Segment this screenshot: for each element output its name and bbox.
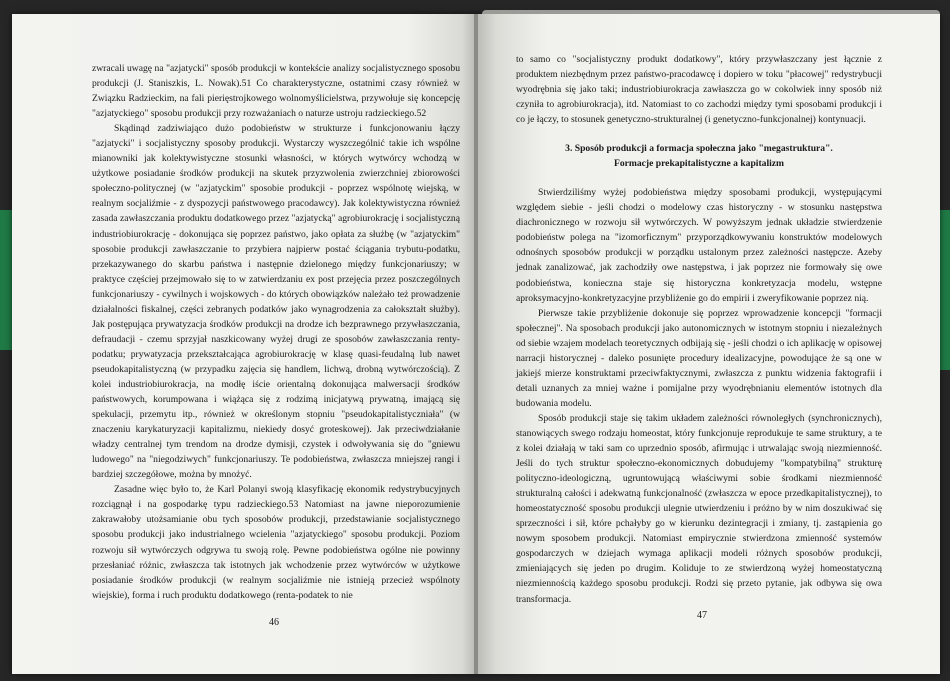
right-page — [478, 14, 940, 674]
right-paragraph-1: to samo co "socjalistyczny produkt dodatkowy", który przywłaszczany jest łącznie z produktem niezbędnym przez państwo-pracodawcę i dopiero w toku "płacowej" redystrybucji wyodrębnia się jako taki; industriobiurokracja zawłaszcza go w cokolwiek inny sposób niż czyniła to agrobiurokracja), itd. Natomiast to co zachodzi między tymi sposobami produkcji i co je łączy, to stosunek genetyczno-strukturalnej (i genetyczno-funkcjonalnej) kontynuacji. — [516, 54, 882, 126]
left-paragraph-1: zwracali uwagę na "azjatycki" sposób produkcji w kontekście analizy socjalistycznego sposobu produkcji (J. Staniszkis, L. Nowak).51 Co charakterystyczne, ostatnimi czasy również w Związku Radzieckim, na fali pierięstrojkowego wolnomyślicielstwa, przywołuje się koncepcję "azjatyckiego" sposobu produkcji przy rozważaniach o naturze ustroju radzieckiego.52 — [92, 63, 460, 120]
page-number-right: 47 — [697, 610, 707, 621]
left-paragraph-2: Skądinąd zadziwiająco dużo podobieństw w strukturze i funkcjonowaniu łączy "azjatycki" i socjalistyczny sposoby produkcji. Wystarczy wyszczególnić takie ich wspólne mianowniki jak kolektywistyczne stosunki własności, w których wytwórcy wchodzą w użytkowe posiadanie środków produkcji na skutek przyzwolenia zwierzchniej zbiorowości społeczno-politycznej (w "azjatyckim" sposobie produkcji - poprzez wspólnotę wiejską, w realnym socjaliźmie - z dyspozycji państwowego pracodawcy). Jak kolektywistyczna również zasada zawłaszczania produktu dodatkowego przez "azjatycką" agrobiurokrację i socjalistyczną industriobiurokrację - dokonująca się poprzez państwo, jako opłata za służbę (w "azjatyckim" sposobie produkcji zawłaszczanie to przybiera najpierw postać ściągania trybutu-podatku, przekazywanego do skarbu państwa i następnie dzielonego między funkcjonariuszy; w praktyce częściej przejmowało się to w zatwierdzaniu ex post przejęcia przez poszczególnych funkcjonariuszy - cywilnych i wojskowych - do których obowiązków należało też prowadzenie działalności fiskalnej, części zebranych podatków jako wynagrodzenia za całokształt służby). Jak postępująca prywatyzacja środków produkcji na drodze ich bezprawnego przywłaszczania, defraudacji - czemu sprzyjał naszkicowany wyżej drugi ze sposobów zawłaszczania renty-podatku; prywatyzacja przekształcająca agrobiurokrację w klasę quasi-feudalną lub nawet pseudokapitalistyczną (w przypadku zajęcia się handlem, lichwą, drobną wytwórczością). Z kolei industriobiurokracja, na modłę iście orientalną dokonująca malwersacji środków państwowych, korumpowana i wiążąca się z rodzimą inicjatywą prywatną, imającą się spekulacji, przemytu itp., również w określonym stopniu "pseudokapitalistyczniała" (w znaczeniu karykaturyzacji kapitalizmu, niekiedy dosyć groteskowej). Jak przeciwdziałanie władzy centralnej tym trendom na drodze dymisji, czystek i odwoływania się do "gniewu ludowego" na "niegodziwych" funkcjonariuszy. Te podobieństwa, zwłaszcza mniejszej rangi i bardziej szczegółowe, można by mnożyć. — [92, 123, 460, 481]
section-heading — [516, 141, 882, 171]
right-paragraph-3: Pierwsze takie przybliżenie dokonuje się poprzez wprowadzenie koncepcji "formacji społecznej". Na sposobach produkcji jako autonomicznych w istotnym stopniu i niezależnych od siebie wzajem modelach teoretycznych odbijają się - jeśli chodzi o ich aplikację w opisowej narracji historycznej - daleko posunięte procedury idealizacyjne, powodujące że są one w jakiejś mierze konstruktami przeciwfaktycznymi, zwłaszcza z punktu widzenia faktografii i detali uznanych za mniej ważne i pomijalne przy wyodrębnianiu elementów istotnych dla budowania modelu. — [516, 307, 882, 409]
page-number-left: 46 — [269, 617, 279, 628]
right-paragraph-2: Stwierdziliśmy wyżej podobieństwa między sposobami produkcji, występującymi względem siebie - jeśli chodzi o modelowy czas historyczny - w stosunku następstwa diachronicznego w rozwoju sił wytwórczych. W powyższym jednak układzie stwierdzenie podobieństw polega na "izomorficznym" przyporządkowywaniu konstruktów modelowych odnośnych sposobów produkcji w porządku ustalonym przez zależności następcze. Azeby jednak zanalizować, jak zachodziły owe następstwa, i jak poprzez nie formowały się owe podobieństwa, konieczna staje się historyczna konkretyzacja modelu, wstępne aproksymacyjno-konkretyzacyjne przybliżenie go do empirii i zweryfikowanie poprzez nią. — [516, 187, 882, 304]
section-heading-line-2: Formacje prekapitalistyczne a kapitalizm — [613, 158, 785, 170]
right-page-text — [516, 52, 882, 607]
left-page — [12, 14, 476, 674]
left-paragraph-3: Zasadne więc było to, że Karl Polanyi swoją klasyfikację ekonomik redystrybucyjnych rozciągnął i na gospodarkę typu radzieckiego.53 Natomiast na jawne nieporozumienie zakrawałoby utożsamianie obu tych sposobów produkcji, przedstawianie socjalistycznego sposobu produkcji jako industrialnego wcielenia "azjatyckiego" sposobu produkcji. Poziom rozwoju sił wytwórczych odgrywa tu swoją rolę. Pewne podobieństwa ogólne nie powinny przesłaniać różnic, zwłaszcza tak istotnych jak wchodzenie przez wytwórców w użytkowe posiadanie środków produkcji (w realnym socjaliźmie nie istnieją przecież wspólnoty wiejskie), forma i ruch produktu dodatkowego (renta-podatek to nie — [92, 484, 460, 601]
right-paragraph-4: Sposób produkcji staje się takim układem zależności równoległych (synchronicznych), stanowiących swego rodzaju homeostat, który funkcjonuje reprodukuje te same struktury, a te z kolei działają w taki sam co uprzednio sposób, afirmując i utrwalając swoją niezmienność. Jeśli do tych struktur społeczno-ekonomicznych dobudujemy "kompatybilną" strukturę polityczno-ideologiczną, ugruntowującą właściwymi sobie środkami niezmienność strukturalną całości i adekwatną funkcjonalność (zwłaszcza w epoce przedkapitalistycznej), to homeostatyczność sposobu produkcji ulegnie utwierdzeniu i próżno by w nim doszukiwać się sprzeczności i sił, które pchałyby go w kierunku dezintegracji i zmiany, tj. zastąpienia go nowym sposobem produkcji. Natomiast empirycznie stwierdzona zmienność systemów gospodarczych w dziejach wymaga aplikacji modeli różnych sposobów produkcji, zmieniających się jeden po drugim. Koliduje to ze stwierdzoną wyżej homeostatyczną niezmiennością każdego sposobu produkcji. Rodzi się przeto pytanie, jak odbywa się owa transformacja. — [516, 412, 882, 605]
book-spread — [12, 14, 940, 674]
left-page-text — [92, 61, 460, 603]
section-heading-line-1: 3. Sposób produkcji a formacja społeczna jako "megastruktura". — [565, 143, 833, 155]
